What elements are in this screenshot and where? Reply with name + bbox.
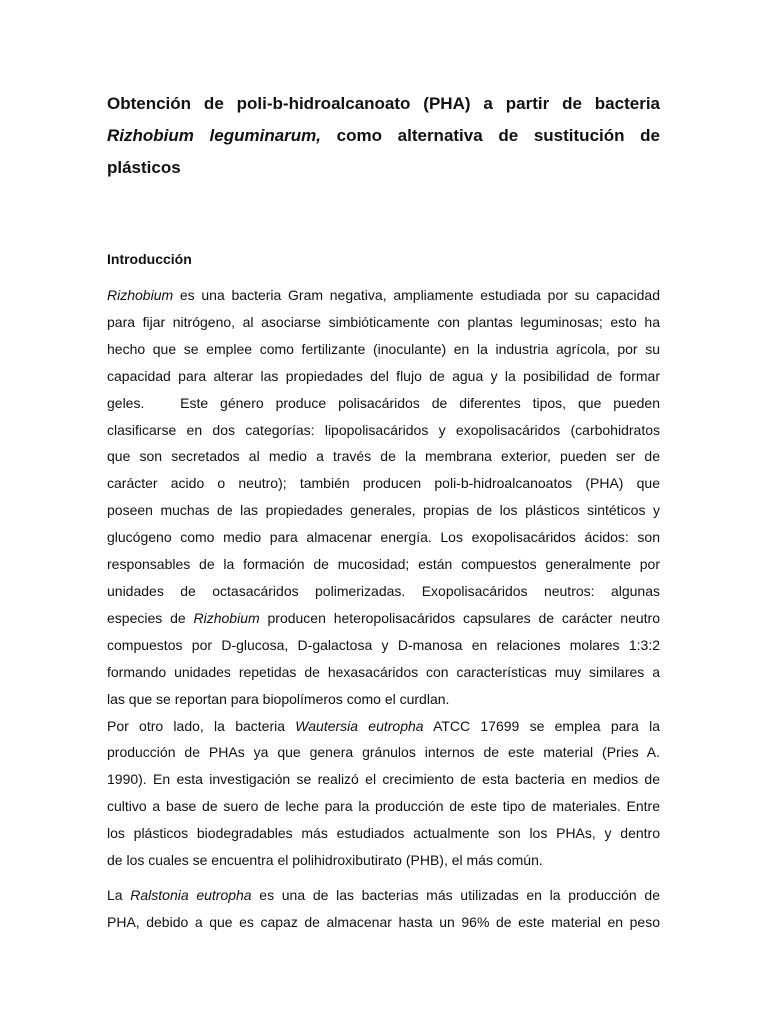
title-species-name: Rizhobium leguminarum,	[107, 126, 321, 145]
text-line	[107, 632, 660, 659]
line-text: que son secretados al medio a través de la membrana exterior, pueden ser de	[107, 448, 660, 465]
text-line	[107, 497, 660, 524]
line-text: capacidad para alterar las propiedades del flujo de agua y la posibilidad de formar	[107, 367, 660, 384]
text-line	[107, 909, 660, 936]
line-text: cultivo a base de suero de leche para la producción de este tipo de materiales. Entre	[107, 798, 660, 815]
line-text: los plásticos biodegradables más estudiados actualmente son los PHAs, y dentro	[107, 825, 660, 842]
title-text: plásticos	[107, 158, 181, 177]
text-line	[107, 470, 660, 497]
line-text: La	[107, 886, 131, 903]
text-line	[107, 713, 660, 740]
line-text: es una de las bacterias más utilizadas en la producción de	[251, 886, 660, 903]
line-text: clasificarse en dos categorías: lipopolisacáridos y exopolisacáridos (carbohidratos	[107, 421, 660, 438]
species-name: Ralstonia eutropha	[130, 886, 252, 903]
line-text: es una bacteria Gram negativa, ampliamente estudiada por su capacidad	[173, 287, 660, 303]
species-name: Wautersia eutropha	[295, 717, 424, 734]
line-text: 1990). En esta investigación se realizó el crecimiento de esta bacteria en medios de	[107, 771, 660, 788]
line-text: para fijar nitrógeno, al asociarse simbióticamente con plantas leguminosas; esto ha	[107, 313, 660, 330]
text-line	[107, 309, 660, 336]
line-text: poseen muchas de las propiedades generales, propias de los plásticos sintéticos y	[107, 502, 660, 519]
document-page	[107, 88, 660, 936]
line-text: geles. Este género produce polisacáridos de diferentes tipos, que pueden	[107, 394, 660, 411]
text-line	[107, 793, 660, 820]
line-text: Por otro lado, la bacteria	[107, 717, 296, 734]
title-text: como alternativa de sustitución de	[321, 126, 661, 145]
paragraph-2	[107, 713, 660, 874]
line-text: compuestos por D-glucosa, D-galactosa y D-manosa en relaciones molares 1:3:2	[107, 636, 660, 653]
text-line	[107, 336, 660, 363]
line-text: ATCC 17699 se emplea para la	[423, 717, 660, 734]
text-line	[107, 847, 660, 874]
text-line	[107, 739, 660, 766]
text-line	[107, 282, 660, 309]
text-line	[107, 820, 660, 847]
line-text: responsables de la formación de mucosidad; están compuestos generalmente por	[107, 556, 660, 573]
title-text: Obtención de poli-b-hidroalcanoato (PHA) a partir de bacteria	[107, 94, 660, 113]
text-line	[107, 551, 660, 578]
line-text: de los cuales se encuentra el polihidroxibutirato (PHB), el más común.	[107, 852, 543, 869]
text-line	[107, 417, 660, 444]
text-line	[107, 605, 660, 632]
line-text: producción de PHAs ya que genera gránulos internos de este material (Pries A.	[107, 744, 660, 761]
title-line	[107, 152, 660, 184]
title-line	[107, 88, 660, 120]
paragraph-1	[107, 282, 660, 713]
line-text: unidades de octasacáridos polimerizadas. Exopolisacáridos neutros: algunas	[107, 582, 660, 599]
text-line	[107, 578, 660, 605]
text-line	[107, 659, 660, 686]
line-text: formando unidades repetidas de hexasacáridos con características muy similares a	[107, 663, 660, 680]
line-text: especies de	[107, 609, 194, 626]
text-line	[107, 766, 660, 793]
line-text: carácter acido o neutro); también producen poli-b-hidroalcanoatos (PHA) que	[107, 475, 660, 492]
document-title	[107, 88, 660, 184]
text-line	[107, 390, 660, 417]
text-line	[107, 524, 660, 551]
species-name: Rizhobium	[193, 609, 260, 626]
species-name: Rizhobium	[107, 287, 174, 303]
line-text: PHA, debido a que es capaz de almacenar hasta un 96% de este material en peso	[107, 913, 660, 930]
text-line	[107, 686, 660, 713]
section-heading: Introducción	[107, 251, 192, 267]
line-text: las que se reportan para biopolímeros como el curdlan.	[107, 690, 450, 707]
text-line	[107, 363, 660, 390]
paragraph-3	[107, 882, 660, 936]
line-text: glucógeno como medio para almacenar energía. Los exopolisacáridos ácidos: son	[107, 529, 660, 546]
text-line	[107, 443, 660, 470]
text-line	[107, 882, 660, 909]
line-text: producen heteropolisacáridos capsulares de carácter neutro	[259, 609, 661, 626]
title-line	[107, 120, 660, 152]
line-text: hecho que se emplee como fertilizante (inoculante) en la industria agrícola, por su	[107, 340, 660, 357]
